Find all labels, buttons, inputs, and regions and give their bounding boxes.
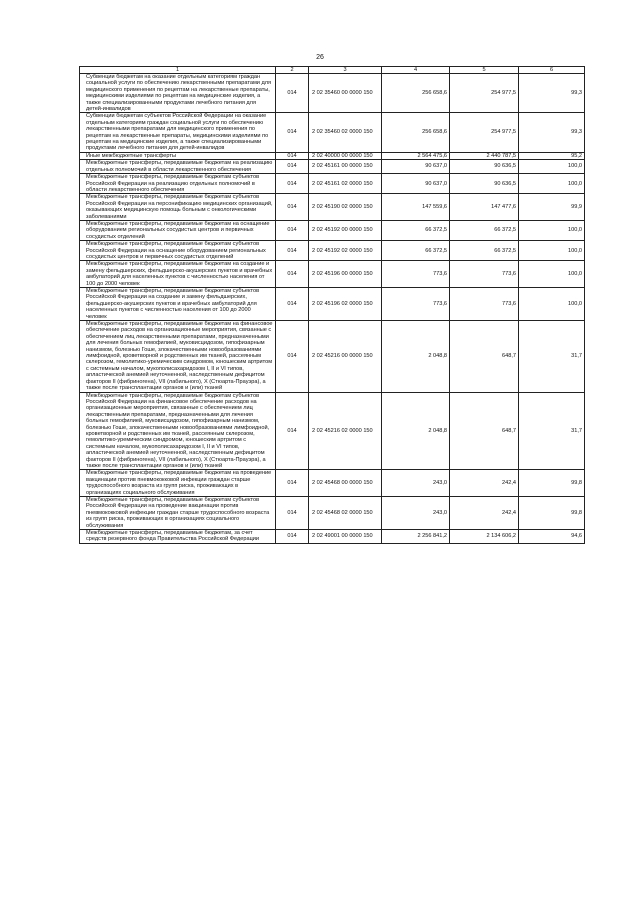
item-name: Межбюджетные трансферты, передаваемые бюджетам субъектов Российской Федерации на финансовое обеспечение расходов на организационные мероприятия, связанные с обеспечением лиц лекарственными препаратами, предназначенными для лечения больных гемофилией, муковисцидозом, гипофизарным нанизмом, болезнью Гоше, злокачественными новообразованиями лимфоидной, кроветворной и родственных им тканей, рассеянным склерозом, гемолитико-уремическим синдромом, юношеским артритом с системным началом, мукополисахаридозом I, II и VI типов, апластической анемией неуточненной, наследственным дефицитом факторов II (фибриногена), VII (лабильного), X (Стюарта-Прауэра), а также после трансплантации органов и (или) тканей [80,392,276,470]
executed-amount: 773,6 [450,261,519,288]
item-name: Субвенции бюджетам на оказание отдельным категориям граждан социальной услуги по обеспечению лекарственными препаратами для медицинского применения по рецептам на лекарственные препараты, медицинскими изделиями по рецептам на медицинские изделия, а также специализированными продуктами лечебного питания для детей-инвалидов [80,74,276,113]
executed-amount: 66 372,5 [450,241,519,261]
planned-amount: 256 658,6 [382,113,450,152]
admin-code: 014 [276,152,309,159]
budget-classification-code: 2 02 45161 02 0000 150 [309,174,382,194]
execution-percent: 99,3 [519,113,585,152]
table-row [80,530,585,544]
admin-code: 014 [276,470,309,497]
table-row [80,74,585,113]
execution-percent: 99,8 [519,470,585,497]
execution-percent: 100,0 [519,241,585,261]
admin-code: 014 [276,288,309,321]
budget-classification-code: 2 02 45216 02 0000 150 [309,392,382,470]
planned-amount: 2 564 475,6 [382,152,450,159]
admin-code: 014 [276,113,309,152]
execution-percent: 100,0 [519,220,585,240]
budget-classification-code: 2 02 45192 02 0000 150 [309,241,382,261]
admin-code: 014 [276,321,309,392]
admin-code: 014 [276,261,309,288]
table-row [80,321,585,392]
item-name: Межбюджетные трансферты, передаваемые бюджетам на оснащение оборудованием региональных сосудистых центров и первичных сосудистых отделений [80,220,276,240]
item-name: Межбюджетные трансферты, передаваемые бюджетам субъектов Российской Федерации на реализацию отдельных полномочий в области лекарственного обеспечения [80,174,276,194]
budget-classification-code: 2 02 45192 00 0000 150 [309,220,382,240]
executed-amount: 2 134 606,2 [450,530,519,544]
execution-percent: 100,0 [519,160,585,174]
table-row [80,194,585,221]
item-name: Межбюджетные трансферты, передаваемые бюджетам субъектов Российской Федерации на персонификацию медицинских организаций, оказывающих медицинскую помощь больным с онкологическими заболеваниями [80,194,276,221]
column-number: 4 [382,67,450,74]
item-name: Межбюджетные трансферты, передаваемые бюджетам на реализацию отдельных полномочий в области лекарственного обеспечения [80,160,276,174]
planned-amount: 66 372,5 [382,241,450,261]
execution-percent: 99,3 [519,74,585,113]
execution-percent: 31,7 [519,321,585,392]
item-name: Межбюджетные трансферты, передаваемые бюджетам субъектов Российской Федерации на создание и замену фельдшерских, фельдшерско-акушерских пунктов и врачебных амбулаторий для населенных пунктов с численностью населения от 100 до 2000 человек [80,288,276,321]
admin-code: 014 [276,241,309,261]
item-name: Межбюджетные трансферты, передаваемые бюджетам субъектов Российской Федерации на оснащение оборудованием региональных сосудистых центров и первичных сосудистых отделений [80,241,276,261]
table-row [80,152,585,159]
execution-percent: 31,7 [519,392,585,470]
column-number: 6 [519,67,585,74]
executed-amount: 242,4 [450,470,519,497]
execution-percent: 94,6 [519,530,585,544]
column-number: 1 [80,67,276,74]
executed-amount: 90 636,5 [450,160,519,174]
executed-amount: 648,7 [450,392,519,470]
budget-classification-code: 2 02 40000 00 0000 150 [309,152,382,159]
executed-amount: 66 372,5 [450,220,519,240]
executed-amount: 648,7 [450,321,519,392]
budget-classification-code: 2 02 45468 02 0000 150 [309,497,382,530]
planned-amount: 773,6 [382,288,450,321]
item-name: Субвенции бюджетам субъектов Российской Федерации на оказание отдельным категориям граждан социальной услуги по обеспечению лекарственными препаратами для медицинского применения по рецептам на лекарственные препараты, медицинскими изделиями по рецептам на медицинские изделия, а также специализированными продуктами лечебного питания для детей-инвалидов [80,113,276,152]
table-row [80,160,585,174]
execution-percent: 100,0 [519,174,585,194]
execution-percent: 99,8 [519,497,585,530]
execution-percent: 99,9 [519,194,585,221]
admin-code: 014 [276,194,309,221]
budget-classification-code: 2 02 45196 00 0000 150 [309,261,382,288]
item-name: Иные межбюджетные трансферты [80,152,276,159]
admin-code: 014 [276,392,309,470]
item-name: Межбюджетные трансферты, передаваемые бюджетам, за счет средств резервного фонда Правительства Российской Федерации [80,530,276,544]
table-row [80,241,585,261]
planned-amount: 773,6 [382,261,450,288]
budget-classification-code: 2 02 35460 00 0000 150 [309,74,382,113]
admin-code: 014 [276,530,309,544]
column-number-row [80,67,585,74]
budget-classification-code: 2 02 45190 02 0000 150 [309,194,382,221]
page-number: 26 [316,54,324,61]
item-name: Межбюджетные трансферты, передаваемые бюджетам субъектов Российской Федерации на проведение вакцинации против пневмококковой инфекции граждан старше трудоспособного возраста из групп риска, проживающих в организациях социального обслуживания [80,497,276,530]
executed-amount: 2 440 787,5 [450,152,519,159]
table-row [80,497,585,530]
executed-amount: 773,6 [450,288,519,321]
table-row [80,288,585,321]
planned-amount: 243,0 [382,497,450,530]
item-name: Межбюджетные трансферты, передаваемые бюджетам на создание и замену фельдшерских, фельдшерско-акушерских пунктов и врачебных амбулаторий для населенных пунктов с численностью населения от 100 до 2000 человек [80,261,276,288]
table-row [80,470,585,497]
executed-amount: 147 477,6 [450,194,519,221]
planned-amount: 90 637,0 [382,160,450,174]
planned-amount: 147 559,6 [382,194,450,221]
execution-percent: 95,2 [519,152,585,159]
execution-percent: 100,0 [519,261,585,288]
table-row [80,113,585,152]
column-number: 3 [309,67,382,74]
executed-amount: 254 977,5 [450,74,519,113]
executed-amount: 242,4 [450,497,519,530]
column-number: 5 [450,67,519,74]
column-number: 2 [276,67,309,74]
item-name: Межбюджетные трансферты, передаваемые бюджетам на финансовое обеспечение расходов на организационные мероприятия, связанные с обеспечением лиц лекарственными препаратами, предназначенными для лечения больных гемофилией, муковисцидозом, гипофизарным нанизмом, болезнью Гоше, злокачественными новообразованиями лимфоидной, кроветворной и родственных им тканей, рассеянным склерозом, гемолитико-уремическим синдромом, юношеским артритом с системным началом, мукополисахаридозом I, II и VI типов, апластической анемией неуточненной, наследственным дефицитом факторов II (фибриногена), VII (лабильного), X (Стюарта-Прауэра), а также после трансплантации органов и (или) тканей [80,321,276,392]
execution-percent: 100,0 [519,288,585,321]
admin-code: 014 [276,174,309,194]
budget-classification-code: 2 02 49001 00 0000 150 [309,530,382,544]
budget-classification-code: 2 02 45216 00 0000 150 [309,321,382,392]
planned-amount: 2 048,8 [382,392,450,470]
executed-amount: 90 636,5 [450,174,519,194]
planned-amount: 243,0 [382,470,450,497]
planned-amount: 90 637,0 [382,174,450,194]
executed-amount: 254 977,5 [450,113,519,152]
table-row [80,174,585,194]
planned-amount: 2 256 841,2 [382,530,450,544]
admin-code: 014 [276,497,309,530]
budget-classification-code: 2 02 45196 02 0000 150 [309,288,382,321]
planned-amount: 256 658,6 [382,74,450,113]
table-row [80,261,585,288]
admin-code: 014 [276,220,309,240]
admin-code: 014 [276,74,309,113]
planned-amount: 2 048,8 [382,321,450,392]
admin-code: 014 [276,160,309,174]
planned-amount: 66 372,5 [382,220,450,240]
table-row [80,392,585,470]
budget-classification-code: 2 02 45468 00 0000 150 [309,470,382,497]
item-name: Межбюджетные трансферты, передаваемые бюджетам на проведение вакцинации против пневмококковой инфекции граждан старше трудоспособного возраста из групп риска, проживающих в организациях социального обслуживания [80,470,276,497]
budget-table [79,66,585,544]
budget-classification-code: 2 02 35460 02 0000 150 [309,113,382,152]
budget-classification-code: 2 02 45161 00 0000 150 [309,160,382,174]
table-row [80,220,585,240]
